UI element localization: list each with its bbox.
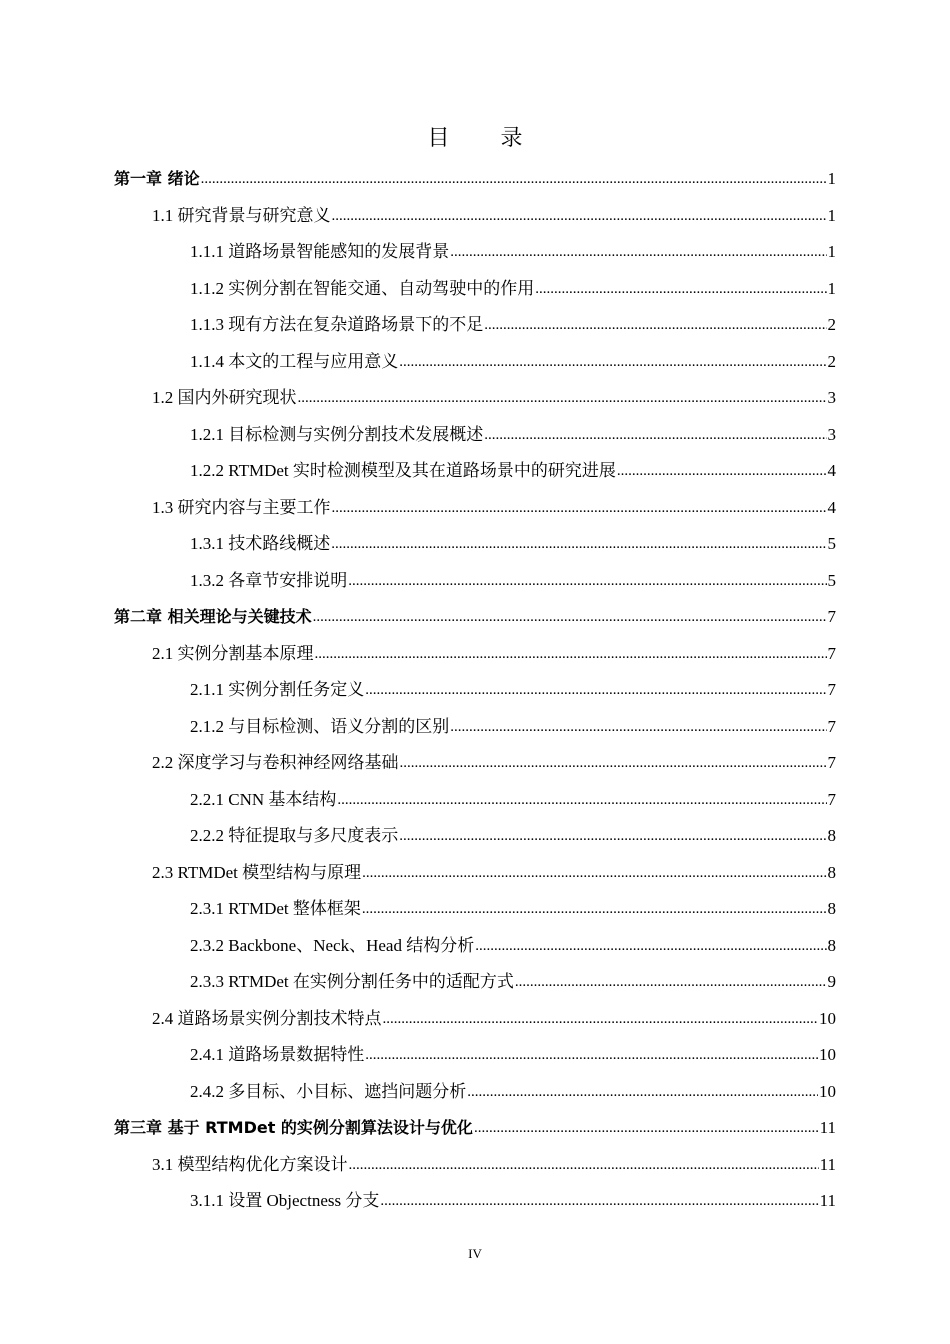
toc-page-number: 9 [827, 972, 836, 991]
toc-entry-label: 第三章 基于 RTMDet 的实例分割算法设计与优化 [114, 1118, 473, 1137]
toc-page-number: 7 [827, 753, 836, 772]
toc-entry-label: 1.3 研究内容与主要工作 [152, 497, 331, 517]
toc-entry[interactable] [152, 744, 836, 774]
toc-entry-label: 第二章 相关理论与关键技术 [114, 607, 312, 626]
toc-entry[interactable] [190, 306, 836, 336]
toc-entry[interactable] [114, 598, 836, 628]
toc-entry[interactable] [190, 671, 836, 701]
dot-leader [365, 679, 826, 701]
toc-page-number: 2 [827, 315, 836, 334]
footer-page-number: IV [468, 1246, 482, 1261]
toc-entry-label: 1.2 国内外研究现状 [152, 388, 297, 407]
toc-entry[interactable] [152, 197, 836, 227]
toc-entry[interactable] [190, 416, 836, 446]
toc-entry-label: 2.4 道路场景实例分割技术特点 [152, 1008, 382, 1028]
toc-entry-label: 2.4.1 道路场景数据特性 [190, 1045, 365, 1064]
toc-entry-label: 2.1 实例分割基本原理 [152, 643, 314, 663]
dot-leader [201, 168, 827, 190]
toc-page-number: 8 [827, 935, 836, 955]
toc-entry[interactable] [190, 1036, 836, 1066]
dot-leader [475, 935, 826, 957]
toc-page-number: 7 [827, 643, 836, 663]
toc-page-number: 10 [819, 1045, 836, 1064]
toc-entry-label: 2.3.3 RTMDet 在实例分割任务中的适配方式 [190, 972, 514, 991]
toc-entry-label: 第一章 绪论 [114, 169, 200, 188]
toc-page-number: 1 [827, 278, 836, 298]
toc-page-number: 11 [819, 1154, 836, 1174]
toc-entry-label: 1.3.1 技术路线概述 [190, 534, 331, 553]
toc-entry[interactable] [152, 379, 836, 409]
toc-entry[interactable] [190, 562, 836, 592]
dot-leader [348, 570, 826, 592]
toc-page-number: 7 [827, 789, 836, 809]
toc-page-number: 2 [827, 351, 836, 371]
dot-leader [484, 424, 826, 446]
toc-entry-label: 2.4.2 多目标、小目标、遮挡问题分析 [190, 1081, 467, 1101]
toc-entry-label: 3.1 模型结构优化方案设计 [152, 1154, 348, 1174]
dot-leader [484, 314, 826, 336]
page-title: 目 录 [427, 126, 545, 151]
toc-page-number: 7 [827, 680, 836, 699]
toc-entry[interactable] [190, 927, 836, 957]
toc-entry[interactable] [190, 890, 836, 920]
dot-leader [365, 1044, 818, 1066]
toc-entry-label: 2.3 RTMDet 模型结构与原理 [152, 862, 362, 882]
dot-leader [383, 1008, 819, 1030]
toc-entry[interactable] [190, 1182, 836, 1212]
dot-leader [399, 825, 826, 847]
dot-leader [349, 1154, 819, 1176]
toc-entry-label: 1.2.1 目标检测与实例分割技术发展概述 [190, 424, 484, 444]
toc-entry[interactable] [152, 1146, 836, 1176]
toc-page-number: 7 [827, 607, 836, 626]
toc-entry[interactable] [190, 817, 836, 847]
toc-entry-label: 2.1.2 与目标检测、语义分割的区别 [190, 716, 450, 736]
toc-page-number: 8 [827, 899, 836, 918]
toc-page-number: 11 [819, 1191, 836, 1210]
dot-leader [474, 1117, 819, 1139]
toc-page-number: 1 [827, 169, 836, 188]
toc-entry-label: 1.2.2 RTMDet 实时检测模型及其在道路场景中的研究进展 [190, 461, 616, 480]
toc-entry-label: 2.2 深度学习与卷积神经网络基础 [152, 753, 399, 772]
toc-page-number: 10 [819, 1081, 836, 1101]
toc-entry-label: 1.1.2 实例分割在智能交通、自动驾驶中的作用 [190, 278, 535, 298]
toc-entry[interactable] [190, 1073, 836, 1103]
dot-leader [332, 205, 827, 227]
toc-page-number: 1 [827, 205, 836, 225]
toc-entry[interactable] [152, 635, 836, 665]
toc-page-number: 4 [827, 461, 836, 480]
toc-entry-label: 2.2.2 特征提取与多尺度表示 [190, 826, 399, 845]
toc-page-number: 5 [827, 570, 836, 590]
toc-entry[interactable] [190, 781, 836, 811]
toc-entry[interactable] [190, 708, 836, 738]
toc-page-number: 7 [827, 716, 836, 736]
toc-page-number: 3 [827, 388, 836, 407]
toc-entry[interactable] [152, 1000, 836, 1030]
dot-leader [399, 351, 826, 373]
toc-page-number: 3 [827, 424, 836, 444]
toc-entry-label: 2.2.1 CNN 基本结构 [190, 789, 337, 809]
toc-entry-label: 1.1 研究背景与研究意义 [152, 205, 331, 225]
toc-entry[interactable] [190, 270, 836, 300]
toc-entry-label: 1.1.4 本文的工程与应用意义 [190, 351, 399, 371]
dot-leader [337, 789, 826, 811]
dot-leader [515, 971, 827, 993]
toc-page-number: 1 [827, 242, 836, 261]
toc-entry-label: 2.3.2 Backbone、Neck、Head 结构分析 [190, 935, 475, 955]
dot-leader [313, 606, 827, 628]
toc-page-number: 8 [827, 826, 836, 845]
toc-entry[interactable] [114, 160, 836, 190]
dot-leader [400, 752, 827, 774]
dot-leader [315, 643, 827, 665]
dot-leader [298, 387, 827, 409]
dot-leader [332, 497, 827, 519]
dot-leader [535, 278, 826, 300]
toc-entry-label: 2.3.1 RTMDet 整体框架 [190, 899, 361, 918]
toc-entry[interactable] [152, 854, 836, 884]
toc-entry[interactable] [114, 1109, 836, 1139]
toc-entry[interactable] [190, 525, 836, 555]
dot-leader [331, 533, 826, 555]
dot-leader [450, 716, 826, 738]
toc-entry[interactable] [152, 489, 836, 519]
dot-leader [617, 460, 827, 482]
toc-page-number: 11 [819, 1118, 836, 1137]
toc-entry[interactable] [190, 963, 836, 993]
toc-page-number: 5 [827, 534, 836, 553]
toc-page-number: 10 [819, 1008, 836, 1028]
toc-entry-label: 3.1.1 设置 Objectness 分支 [190, 1191, 380, 1210]
toc-entry-label: 1.3.2 各章节安排说明 [190, 570, 348, 590]
toc-page-number: 4 [827, 497, 836, 517]
dot-leader [380, 1190, 818, 1212]
dot-leader [362, 898, 827, 920]
dot-leader [450, 241, 826, 263]
toc-page-number: 8 [827, 862, 836, 882]
toc-entry-label: 2.1.1 实例分割任务定义 [190, 680, 365, 699]
toc-entry[interactable] [190, 233, 836, 263]
toc-entry-label: 1.1.1 道路场景智能感知的发展背景 [190, 242, 450, 261]
toc-entry[interactable] [190, 343, 836, 373]
toc-entry[interactable] [190, 452, 836, 482]
dot-leader [362, 862, 826, 884]
dot-leader [467, 1081, 818, 1103]
toc-entry-label: 1.1.3 现有方法在复杂道路场景下的不足 [190, 315, 484, 334]
